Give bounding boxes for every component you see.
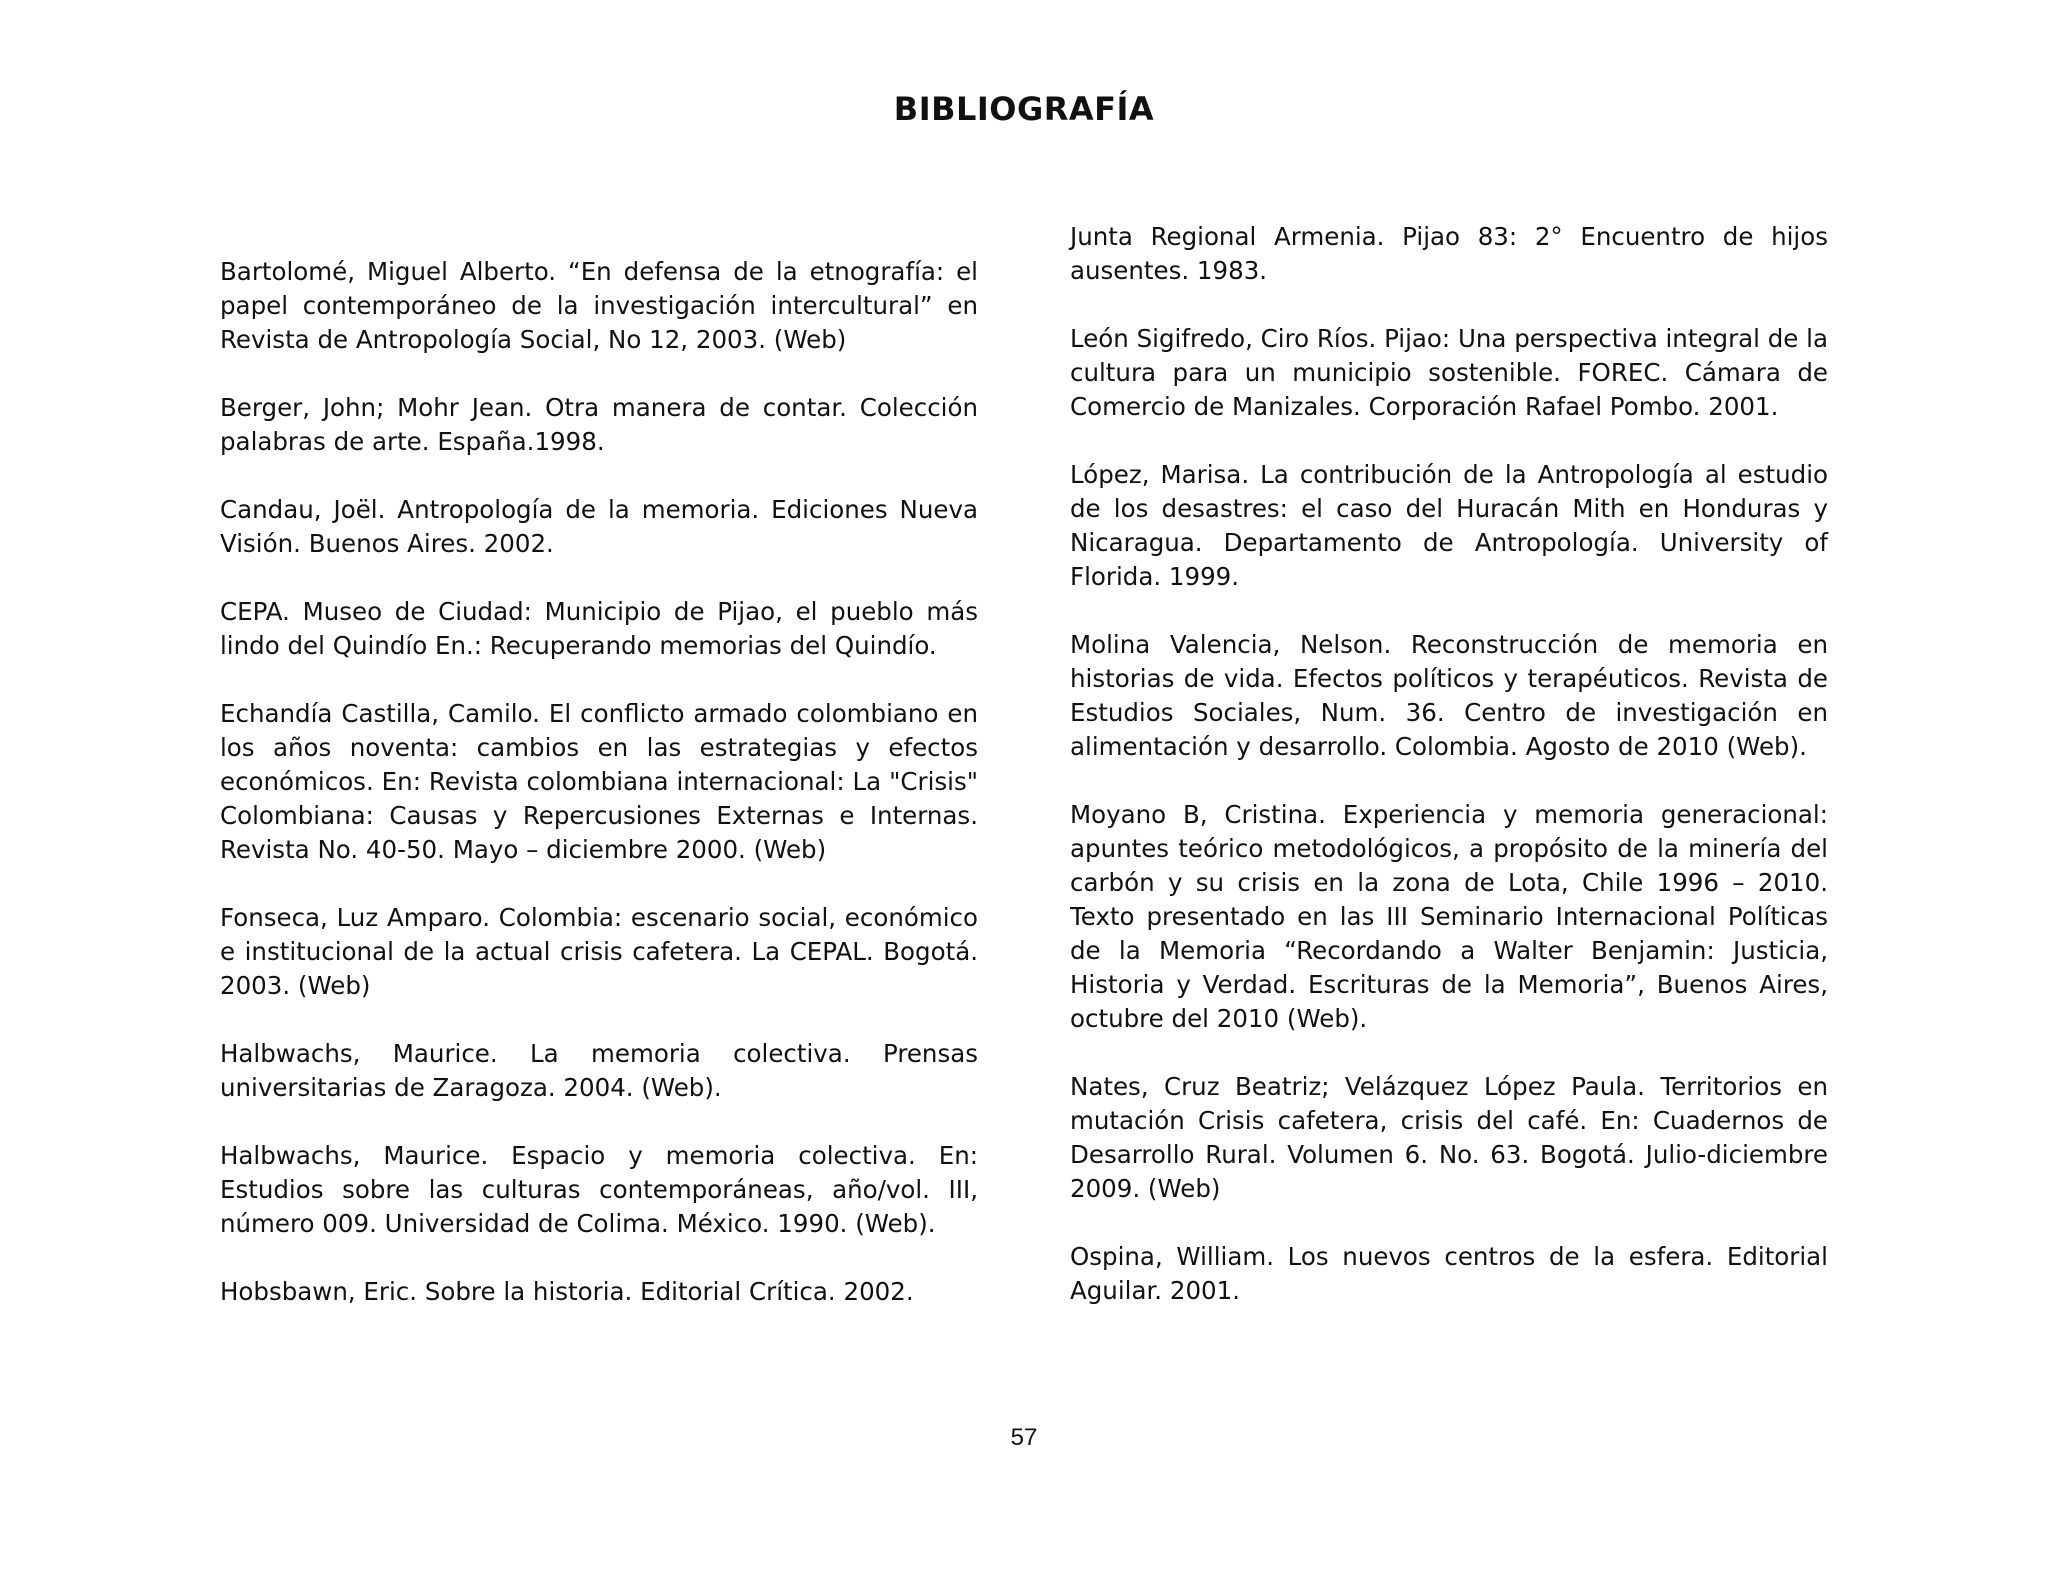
reference-halbwachs-2: Halbwachs, Maurice. Espacio y memoria colectiva. En: Estudios sobre las culturas contemporáneas, año/vol. III, número 009. Universidad de Colima. México. 1990. (Web). bbox=[220, 1141, 978, 1238]
reference-molina: Molina Valencia, Nelson. Reconstrucción de memoria en historias de vida. Efectos políticos y terapéuticos. Revista de Estudios Sociales, Num. 36. Centro de investigación en alimentación y desarrollo. Colombia. Agosto de 2010 (Web). bbox=[1070, 630, 1828, 761]
reference-halbwachs-1: Halbwachs, Maurice. La memoria colectiva. Prensas universitarias de Zaragoza. 2004. (Web). bbox=[220, 1039, 978, 1102]
reference-bartolome: Bartolomé, Miguel Alberto. “En defensa de la etnografía: el papel contemporáneo de la investigación intercultural” en Revista de Antropología Social, No 12, 2003. (Web) bbox=[220, 257, 978, 354]
reference-candau: Candau, Joël. Antropología de la memoria. Ediciones Nueva Visión. Buenos Aires. 2002. bbox=[220, 495, 978, 558]
reference-junta-regional: Junta Regional Armenia. Pijao 83: 2° Encuentro de hijos ausentes. 1983. bbox=[1070, 222, 1828, 285]
reference-leon: León Sigifredo, Ciro Ríos. Pijao: Una perspectiva integral de la cultura para un municipio sostenible. FOREC. Cámara de Comercio de Manizales. Corporación Rafael Pombo. 2001. bbox=[1070, 324, 1828, 421]
reference-moyano: Moyano B, Cristina. Experiencia y memoria generacional: apuntes teórico metodológicos, a propósito de la minería del carbón y su crisis en la zona de Lota, Chile 1996 – 2010. Texto presentado en las III Seminario Internacional Políticas de la Memoria “Recordando a Walter Benjamin: Justicia, Historia y Verdad. Escrituras de la Memoria”, Buenos Aires, octubre del 2010 (Web). bbox=[1070, 800, 1828, 1033]
reference-ospina: Ospina, William. Los nuevos centros de la esfera. Editorial Aguilar. 2001. bbox=[1070, 1242, 1828, 1305]
reference-nates: Nates, Cruz Beatriz; Velázquez López Paula. Territorios en mutación Crisis cafetera, crisis del café. En: Cuadernos de Desarrollo Rural. Volumen 6. No. 63. Bogotá. Julio-diciembre 2009. (Web) bbox=[1070, 1072, 1828, 1203]
reference-berger: Berger, John; Mohr Jean. Otra manera de contar. Colección palabras de arte. España.1998. bbox=[220, 393, 978, 456]
bibliography-right-column bbox=[1070, 220, 1828, 1342]
reference-hobsbawn: Hobsbawn, Eric. Sobre la historia. Editorial Crítica. 2002. bbox=[220, 1277, 914, 1306]
reference-cepa: CEPA. Museo de Ciudad: Municipio de Pijao, el pueblo más lindo del Quindío En.: Recuperando memorias del Quindío. bbox=[220, 597, 978, 660]
bibliography-left-column bbox=[220, 255, 978, 1343]
reference-echandia: Echandía Castilla, Camilo. El conflicto armado colombiano en los años noventa: cambios en las estrategias y efectos económicos. En: Revista colombiana internacional: La "Crisis" Colombiana: Causas y Repercusiones Externas e Internas. Revista No. 40-50. Mayo – diciembre 2000. (Web) bbox=[220, 699, 978, 864]
page-title: BIBLIOGRAFÍA bbox=[893, 90, 1155, 128]
reference-fonseca: Fonseca, Luz Amparo. Colombia: escenario social, económico e institucional de la actual crisis cafetera. La CEPAL. Bogotá. 2003. (Web) bbox=[220, 903, 978, 1000]
page-number: 57 bbox=[1010, 1424, 1038, 1451]
reference-lopez: López, Marisa. La contribución de la Antropología al estudio de los desastres: el caso del Huracán Mith en Honduras y Nicaragua. Departamento de Antropología. University of Florida. 1999. bbox=[1070, 460, 1828, 591]
